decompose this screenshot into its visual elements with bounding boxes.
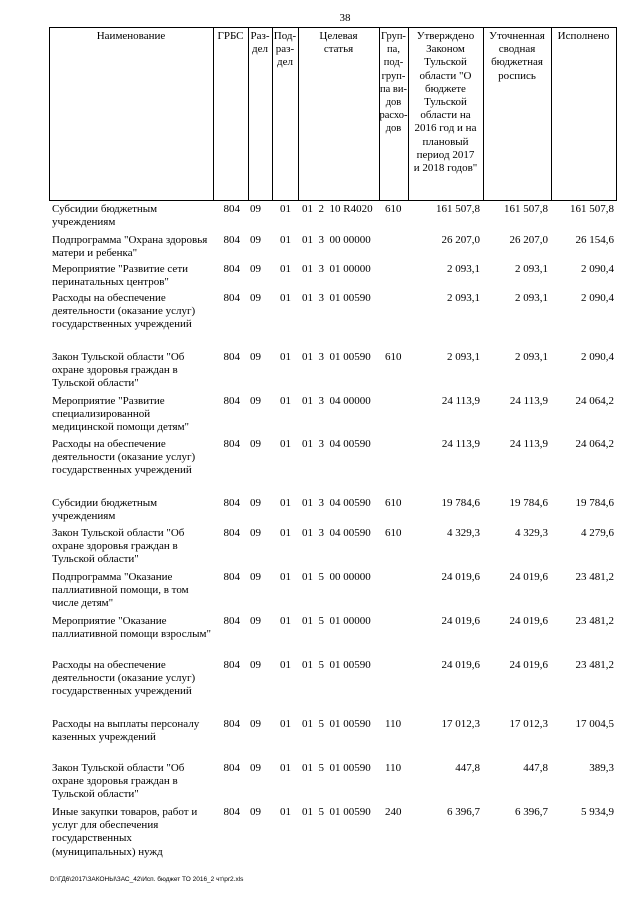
cell-executed: 26 154,6 — [575, 234, 614, 246]
cell-target-article: 01 2 10 R4020 — [302, 203, 373, 215]
header-refined: Уточненная сводная бюджетная роспись — [489, 30, 545, 82]
cell-podrazdel: 01 — [280, 395, 291, 407]
cell-refined: 24 019,6 — [509, 615, 548, 627]
col-divider — [213, 27, 214, 201]
cell-approved: 2 093,1 — [447, 263, 480, 275]
cell-refined: 24 113,9 — [509, 395, 548, 407]
cell-podrazdel: 01 — [280, 571, 291, 583]
cell-podrazdel: 01 — [280, 527, 291, 539]
cell-expense-type: 610 — [385, 203, 402, 215]
col-divider — [551, 27, 552, 201]
cell-approved: 17 012,3 — [441, 718, 480, 730]
col-divider — [49, 27, 50, 201]
cell-podrazdel: 01 — [280, 615, 291, 627]
cell-name: Иные закупки товаров, работ и услуг для обеспечения государственных (муниципальных) нужд — [52, 806, 198, 858]
file-path-footer: D:\ГД6\2017\ЗАКОНЫ\ЗАС_42\Исп. бюджет ТО 2016_2 чт\pr2.xls — [50, 876, 244, 883]
header-target-article: Целевая статья — [319, 30, 358, 56]
cell-expense-type: 610 — [385, 351, 402, 363]
header-name: Наименование — [96, 30, 166, 42]
cell-target-article: 01 5 01 00000 — [302, 615, 371, 627]
cell-refined: 24 019,6 — [509, 659, 548, 671]
cell-razdel: 09 — [250, 659, 261, 671]
cell-approved: 4 329,3 — [447, 527, 480, 539]
cell-podrazdel: 01 — [280, 263, 291, 275]
cell-razdel: 09 — [250, 806, 261, 818]
cell-approved: 2 093,1 — [447, 292, 480, 304]
cell-name: Закон Тульской области "Об охране здоровья граждан в Тульской области" — [52, 762, 185, 801]
cell-grbs: 804 — [223, 527, 240, 539]
cell-executed: 23 481,2 — [575, 659, 614, 671]
cell-target-article: 01 3 04 00590 — [302, 527, 371, 539]
cell-target-article: 01 5 01 00590 — [302, 718, 371, 730]
cell-executed: 2 090,4 — [581, 351, 614, 363]
cell-approved: 24 113,9 — [441, 395, 480, 407]
cell-name: Закон Тульской области "Об охране здоровья граждан в Тульской области" — [52, 527, 185, 566]
cell-approved: 24 019,6 — [441, 571, 480, 583]
cell-executed: 19 784,6 — [575, 497, 614, 509]
cell-grbs: 804 — [223, 615, 240, 627]
cell-name: Расходы на выплаты персоналу казенных учреждений — [52, 718, 200, 744]
cell-refined: 24 019,6 — [509, 571, 548, 583]
cell-grbs: 804 — [223, 806, 240, 818]
cell-target-article: 01 3 01 00000 — [302, 263, 371, 275]
cell-approved: 26 207,0 — [441, 234, 480, 246]
cell-grbs: 804 — [223, 718, 240, 730]
cell-podrazdel: 01 — [280, 438, 291, 450]
cell-executed: 2 090,4 — [581, 292, 614, 304]
cell-refined: 2 093,1 — [515, 263, 548, 275]
cell-executed: 389,3 — [589, 762, 614, 774]
cell-podrazdel: 01 — [280, 762, 291, 774]
cell-podrazdel: 01 — [280, 234, 291, 246]
cell-grbs: 804 — [223, 292, 240, 304]
cell-grbs: 804 — [223, 571, 240, 583]
cell-razdel: 09 — [250, 292, 261, 304]
cell-podrazdel: 01 — [280, 351, 291, 363]
cell-name: Закон Тульской области "Об охране здоровья граждан в Тульской области" — [52, 351, 185, 390]
cell-name: Подпрограмма "Охрана здоровья матери и ребенка" — [52, 234, 208, 260]
cell-target-article: 01 3 04 00590 — [302, 497, 371, 509]
cell-refined: 2 093,1 — [515, 292, 548, 304]
page-number: 38 — [339, 12, 351, 24]
cell-executed: 161 507,8 — [570, 203, 614, 215]
cell-refined: 24 113,9 — [509, 438, 548, 450]
cell-name: Мероприятие "Развитие сети перинатальных центров" — [52, 263, 189, 289]
cell-grbs: 804 — [223, 659, 240, 671]
cell-razdel: 09 — [250, 234, 261, 246]
cell-grbs: 804 — [223, 497, 240, 509]
cell-refined: 2 093,1 — [515, 351, 548, 363]
cell-target-article: 01 3 01 00590 — [302, 292, 371, 304]
cell-name: Мероприятие "Оказание паллиативной помощи взрослым" — [52, 615, 212, 641]
cell-target-article: 01 3 00 00000 — [302, 234, 371, 246]
cell-refined: 6 396,7 — [515, 806, 548, 818]
cell-name: Подпрограмма "Оказание паллиативной помощи, в том числе детям" — [52, 571, 189, 610]
cell-grbs: 804 — [223, 438, 240, 450]
cell-approved: 6 396,7 — [447, 806, 480, 818]
cell-approved: 2 093,1 — [447, 351, 480, 363]
cell-podrazdel: 01 — [280, 806, 291, 818]
cell-executed: 24 064,2 — [575, 395, 614, 407]
cell-approved: 24 019,6 — [441, 659, 480, 671]
cell-grbs: 804 — [223, 263, 240, 275]
cell-podrazdel: 01 — [280, 718, 291, 730]
cell-razdel: 09 — [250, 497, 261, 509]
header-bottom-line — [49, 200, 617, 201]
cell-approved: 24 113,9 — [441, 438, 480, 450]
cell-razdel: 09 — [250, 395, 261, 407]
cell-expense-type: 240 — [385, 806, 402, 818]
cell-name: Мероприятие "Развитие специализированной медицинской помощи детям" — [52, 395, 190, 434]
cell-podrazdel: 01 — [280, 659, 291, 671]
cell-razdel: 09 — [250, 615, 261, 627]
cell-name: Субсидии бюджетным учреждениям — [52, 497, 158, 523]
cell-podrazdel: 01 — [280, 292, 291, 304]
header-podrazdel: Под- раз- дел — [273, 30, 297, 69]
cell-grbs: 804 — [223, 203, 240, 215]
cell-refined: 19 784,6 — [509, 497, 548, 509]
cell-target-article: 01 3 01 00590 — [302, 351, 371, 363]
cell-name: Расходы на обеспечение деятельности (оказание услуг) государственных учреждений — [52, 659, 196, 698]
header-razdel: Раз- дел — [250, 30, 270, 56]
cell-approved: 161 507,8 — [436, 203, 480, 215]
cell-target-article: 01 3 04 00590 — [302, 438, 371, 450]
cell-podrazdel: 01 — [280, 203, 291, 215]
header-executed: Исполнено — [557, 30, 610, 42]
header-top-line — [49, 27, 617, 28]
cell-target-article: 01 5 01 00590 — [302, 762, 371, 774]
cell-refined: 447,8 — [523, 762, 548, 774]
col-divider — [616, 27, 617, 201]
cell-podrazdel: 01 — [280, 497, 291, 509]
cell-executed: 17 004,5 — [575, 718, 614, 730]
cell-target-article: 01 3 04 00000 — [302, 395, 371, 407]
cell-executed: 24 064,2 — [575, 438, 614, 450]
cell-executed: 23 481,2 — [575, 571, 614, 583]
cell-grbs: 804 — [223, 234, 240, 246]
cell-razdel: 09 — [250, 203, 261, 215]
cell-name: Расходы на обеспечение деятельности (оказание услуг) государственных учреждений — [52, 438, 196, 477]
cell-target-article: 01 5 00 00000 — [302, 571, 371, 583]
cell-refined: 4 329,3 — [515, 527, 548, 539]
cell-grbs: 804 — [223, 762, 240, 774]
cell-target-article: 01 5 01 00590 — [302, 806, 371, 818]
cell-razdel: 09 — [250, 571, 261, 583]
cell-target-article: 01 5 01 00590 — [302, 659, 371, 671]
cell-razdel: 09 — [250, 762, 261, 774]
cell-approved: 24 019,6 — [441, 615, 480, 627]
cell-executed: 4 279,6 — [581, 527, 614, 539]
cell-expense-type: 110 — [385, 718, 402, 730]
cell-name: Субсидии бюджетным учреждениям — [52, 203, 158, 229]
cell-executed: 2 090,4 — [581, 263, 614, 275]
cell-razdel: 09 — [250, 718, 261, 730]
table-header — [49, 27, 617, 201]
cell-razdel: 09 — [250, 527, 261, 539]
header-approved: Утверждено Законом Тульской области "О бюджете Тульской области на 2016 год и на плановый период 2017 и 2018 годов" — [413, 30, 478, 175]
cell-refined: 17 012,3 — [509, 718, 548, 730]
cell-expense-type: 110 — [385, 762, 402, 774]
cell-name: Расходы на обеспечение деятельности (оказание услуг) государственных учреждений — [52, 292, 196, 331]
cell-razdel: 09 — [250, 263, 261, 275]
cell-refined: 161 507,8 — [504, 203, 548, 215]
cell-grbs: 804 — [223, 395, 240, 407]
cell-razdel: 09 — [250, 351, 261, 363]
header-grbs: ГРБС — [217, 30, 244, 42]
cell-executed: 23 481,2 — [575, 615, 614, 627]
cell-refined: 26 207,0 — [509, 234, 548, 246]
cell-executed: 5 934,9 — [581, 806, 614, 818]
cell-approved: 447,8 — [455, 762, 480, 774]
cell-expense-type: 610 — [385, 497, 402, 509]
cell-approved: 19 784,6 — [441, 497, 480, 509]
header-expense-group: Груп- па, под- груп- па ви- дов расхо- дов — [379, 31, 408, 135]
cell-razdel: 09 — [250, 438, 261, 450]
cell-grbs: 804 — [223, 351, 240, 363]
cell-expense-type: 610 — [385, 527, 402, 539]
